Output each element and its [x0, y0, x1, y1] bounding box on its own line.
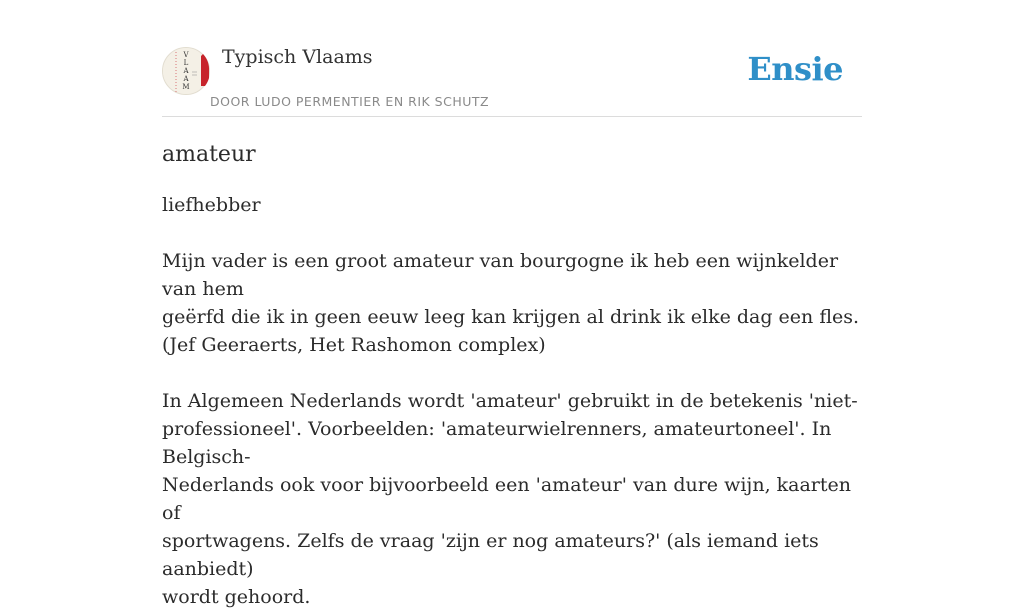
explanation-line: In Algemeen Nederlands wordt 'amateur' gebruikt in de betekenis 'niet-	[162, 390, 858, 412]
svg-text:A: A	[183, 75, 189, 83]
svg-text:A: A	[183, 67, 189, 75]
site-header	[162, 44, 862, 117]
book-authors: DOOR LUDO PERMENTIER EN RIK SCHUTZ	[210, 94, 490, 109]
book-title[interactable]: Typisch Vlaams	[222, 46, 373, 68]
explanation-line: Nederlands ook voor bijvoorbeeld een 'amateur' van dure wijn, kaarten of	[162, 474, 852, 524]
example-source: (Jef Geeraerts, Het Rashomon complex)	[162, 334, 546, 356]
explanation-line: sportwagens. Zelfs de vraag 'zijn er nog amateurs?' (als iemand iets aanbiedt)	[162, 530, 819, 580]
vlaams-book-logo-icon	[163, 48, 209, 94]
ensie-logo-link[interactable]: Ensie	[747, 50, 843, 88]
entry-explanation	[162, 387, 862, 611]
example-line: geërfd die ik in geen eeuw leeg kan krijgen al drink ik elke dag een fles.	[162, 306, 860, 328]
svg-text:M: M	[182, 83, 190, 91]
entry-content	[162, 140, 862, 611]
svg-text:L: L	[183, 59, 189, 67]
entry-word: amateur	[162, 142, 256, 167]
entry-example	[162, 247, 862, 359]
book-cover-logo[interactable]	[162, 47, 210, 95]
example-line: Mijn vader is een groot amateur van bourgogne ik heb een wijnkelder van hem	[162, 250, 839, 300]
svg-text:V: V	[183, 51, 189, 59]
entry-definition: liefhebber	[162, 194, 261, 216]
explanation-line: professioneel'. Voorbeelden: 'amateurwielrenners, amateurtoneel'. In Belgisch-	[162, 418, 832, 468]
explanation-line: wordt gehoord.	[162, 586, 311, 608]
